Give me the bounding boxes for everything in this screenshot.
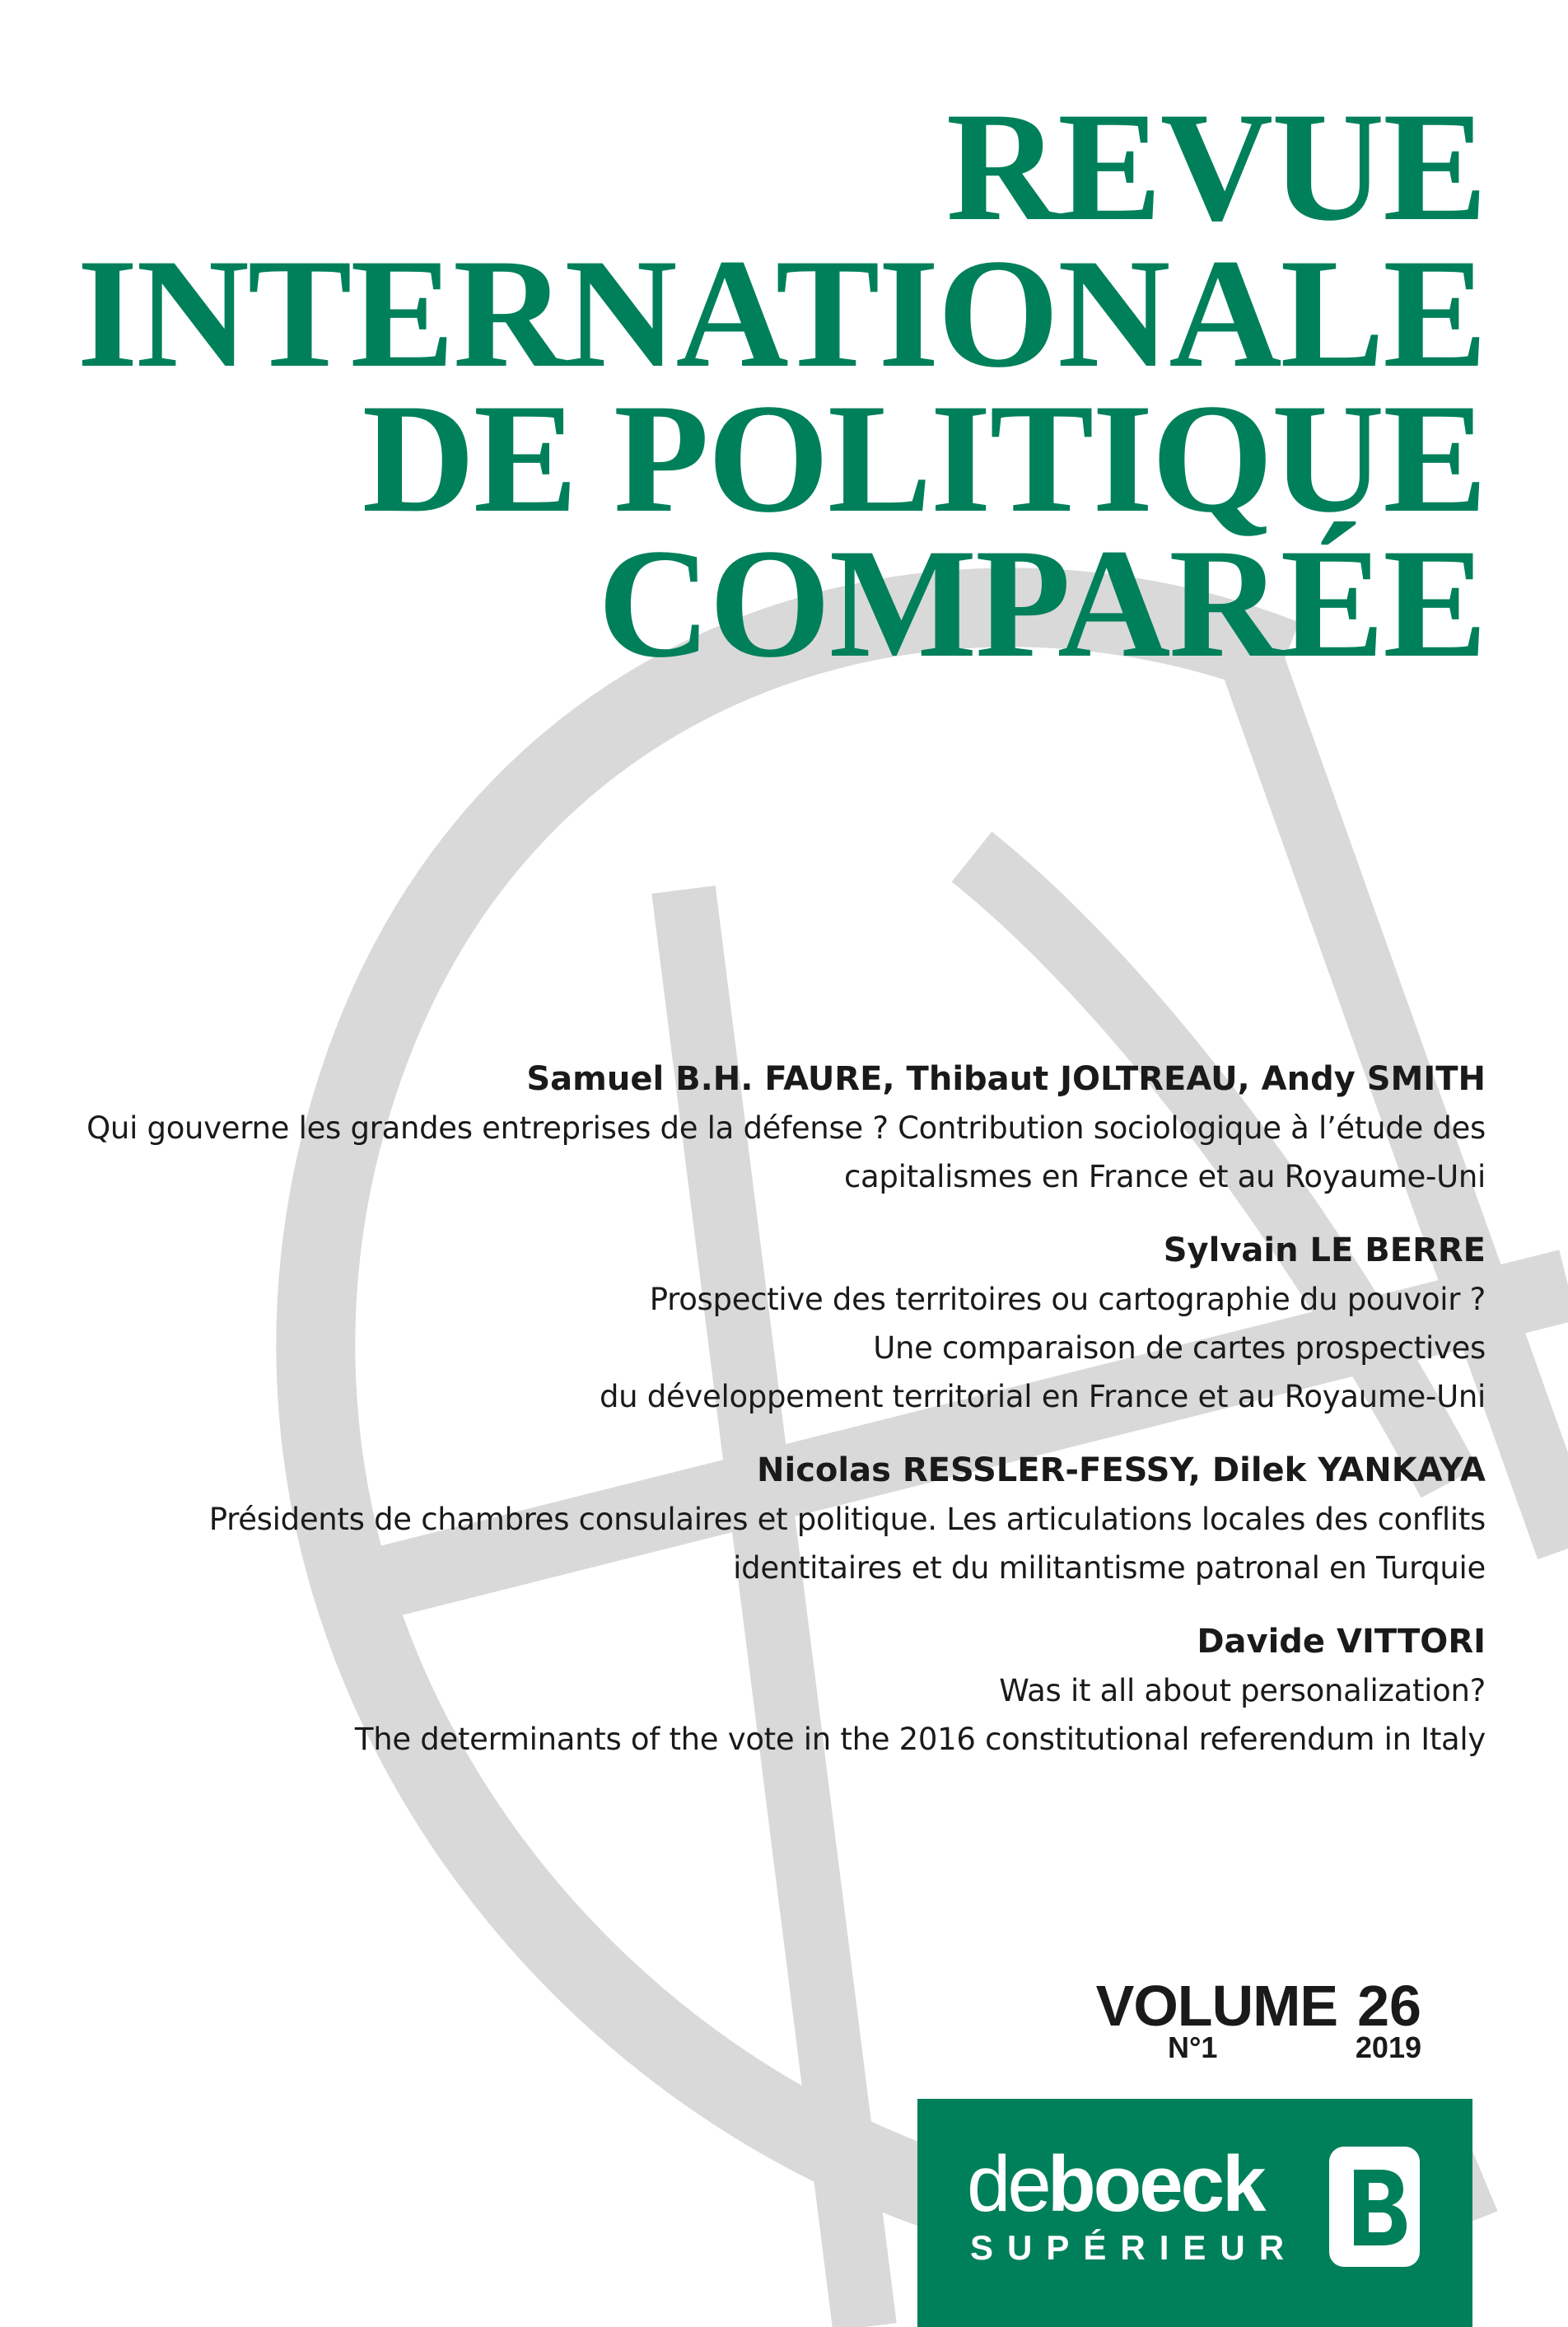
article-entry: [36, 1446, 1486, 1592]
volume-label: VOLUME: [1095, 1974, 1338, 2038]
article-title-line: du développement territorial en France et au Royaume-Uni: [599, 1379, 1486, 1414]
article-entry: [36, 1226, 1486, 1421]
journal-title-line: DE POLITIQUE: [362, 372, 1486, 545]
boeck-b-logo-icon: [1329, 2147, 1420, 2267]
article-authors: Nicolas RESSLER-FESSY, Dilek YANKAYA: [757, 1451, 1486, 1489]
journal-title-line: REVUE: [945, 81, 1486, 254]
article-entry: [36, 1054, 1486, 1201]
publisher-name-light: de: [967, 2140, 1048, 2228]
article-title-line: Was it all about personalization?: [999, 1673, 1486, 1708]
article-title-line: Une comparaison de cartes prospectives: [873, 1330, 1486, 1366]
article-title-line: Présidents de chambres consulaires et politique. Les articulations locales des conflits: [208, 1502, 1486, 1537]
journal-title-line: INTERNATIONALE: [77, 227, 1486, 400]
article-authors: Sylvain LE BERRE: [1163, 1231, 1486, 1269]
issue-number: N°1: [1168, 2030, 1218, 2064]
journal-title-line: COMPARÉE: [597, 517, 1486, 690]
table-of-contents: [36, 1054, 1486, 1788]
publisher-logo-block: [917, 2099, 1472, 2327]
volume-number: 26: [1357, 1974, 1421, 2038]
volume-info: [1076, 1973, 1421, 2065]
article-title-line: The determinants of the vote in the 2016 constitutional referendum in Italy: [354, 1722, 1486, 1757]
article-title-line: identitaires et du militantisme patronal en Turquie: [733, 1550, 1486, 1586]
article-authors: Samuel B.H. FAURE, Thibaut JOLTREAU, Andy SMITH: [526, 1060, 1486, 1098]
publisher-subline: SUPÉRIEUR: [970, 2228, 1299, 2267]
article-title-line: capitalismes en France et au Royaume-Uni: [843, 1159, 1486, 1194]
publication-year: 2019: [1355, 2030, 1421, 2064]
article-title-line: Prospective des territoires ou cartographie du pouvoir ?: [649, 1282, 1486, 1317]
publisher-name-bold: boeck: [1048, 2140, 1264, 2228]
article-entry: [36, 1617, 1486, 1764]
article-title-line: Qui gouverne les grandes entreprises de la défense ? Contribution sociologique à l’étude des: [86, 1110, 1486, 1146]
article-authors: Davide VITTORI: [1197, 1623, 1486, 1661]
